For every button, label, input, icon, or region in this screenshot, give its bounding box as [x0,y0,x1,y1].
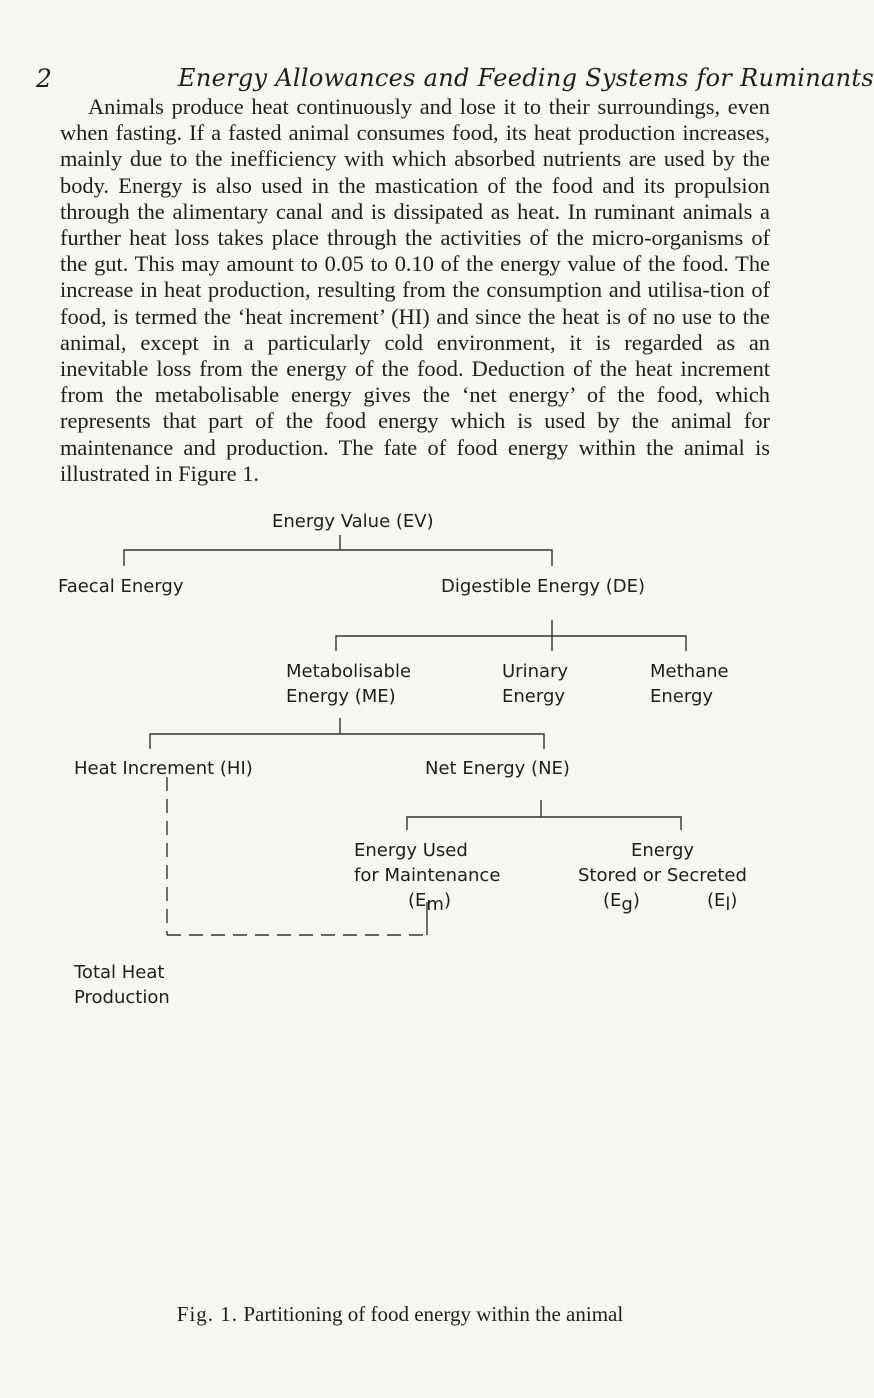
figure-caption-text: Partitioning of food energy within the animal [243,1302,624,1326]
label-stored-symbol-l: (El) [707,890,738,915]
figure-caption [0,1302,800,1327]
label-metabolisable-1: Metabolisable [286,661,412,682]
connector-me-split [150,734,544,749]
running-head: Energy Allowances and Feeding Systems for Ruminants [178,64,874,92]
label-total-heat-2: Production [74,987,170,1008]
label-stored-symbol-g: (Eg) [603,890,640,915]
label-urinary-2: Energy [502,686,566,707]
label-heat-increment: Heat Increment (HI) [74,758,253,779]
body-paragraph: Animals produce heat continuously and lose it to their surroundings, even when fasting. If a fasted animal consumes food, its heat production increases, mainly due to the inefficiency with which absorbed nutrients are used by the body. Energy is also used in the mastication of the food and its propulsion through the alimentary canal and is dissipated as heat. In ruminant animals a further heat loss takes place through the activities of the micro-organisms of the gut. This may amount to 0.05 to 0.10 of the energy value of the food. The increase in heat production, resulting from the consumption and utilisa-tion of food, is termed the ‘heat increment’ (HI) and since the heat is of no use to the animal, except in a particularly cold environment, it is regarded as an inevitable loss from the energy of the food. Deduction of the heat increment from the metabolisable energy gives the ‘net energy’ of the food, which represents that part of the food energy which is used by the animal for maintenance and production. The fate of food energy within the animal is illustrated in Figure 1. [60,94,770,486]
label-stored-1: Energy [631,840,695,861]
label-methane-1: Methane [650,661,729,682]
label-stored-2: Stored or Secreted [578,865,747,886]
label-metabolisable-2: Energy (ME) [286,686,396,707]
label-maintenance-symbol: (Em) [408,890,451,915]
label-maintenance-1: Energy Used [354,840,468,861]
label-total-heat-1: Total Heat [74,962,165,983]
label-maintenance-2: for Maintenance [354,865,501,886]
figure-label: Fig. 1. [176,1302,239,1326]
label-digestible-energy: Digestible Energy (DE) [441,576,646,597]
label-urinary-1: Urinary [502,661,569,682]
connector-de-split [336,636,686,651]
connector-ne-split [407,817,681,830]
label-methane-2: Energy [650,686,714,707]
label-faecal-energy: Faecal Energy [58,576,184,597]
label-energy-value: Energy Value (EV) [272,511,434,532]
page-number: 2 [36,64,52,93]
label-net-energy: Net Energy (NE) [425,758,570,779]
connector-ev-split [124,550,552,566]
